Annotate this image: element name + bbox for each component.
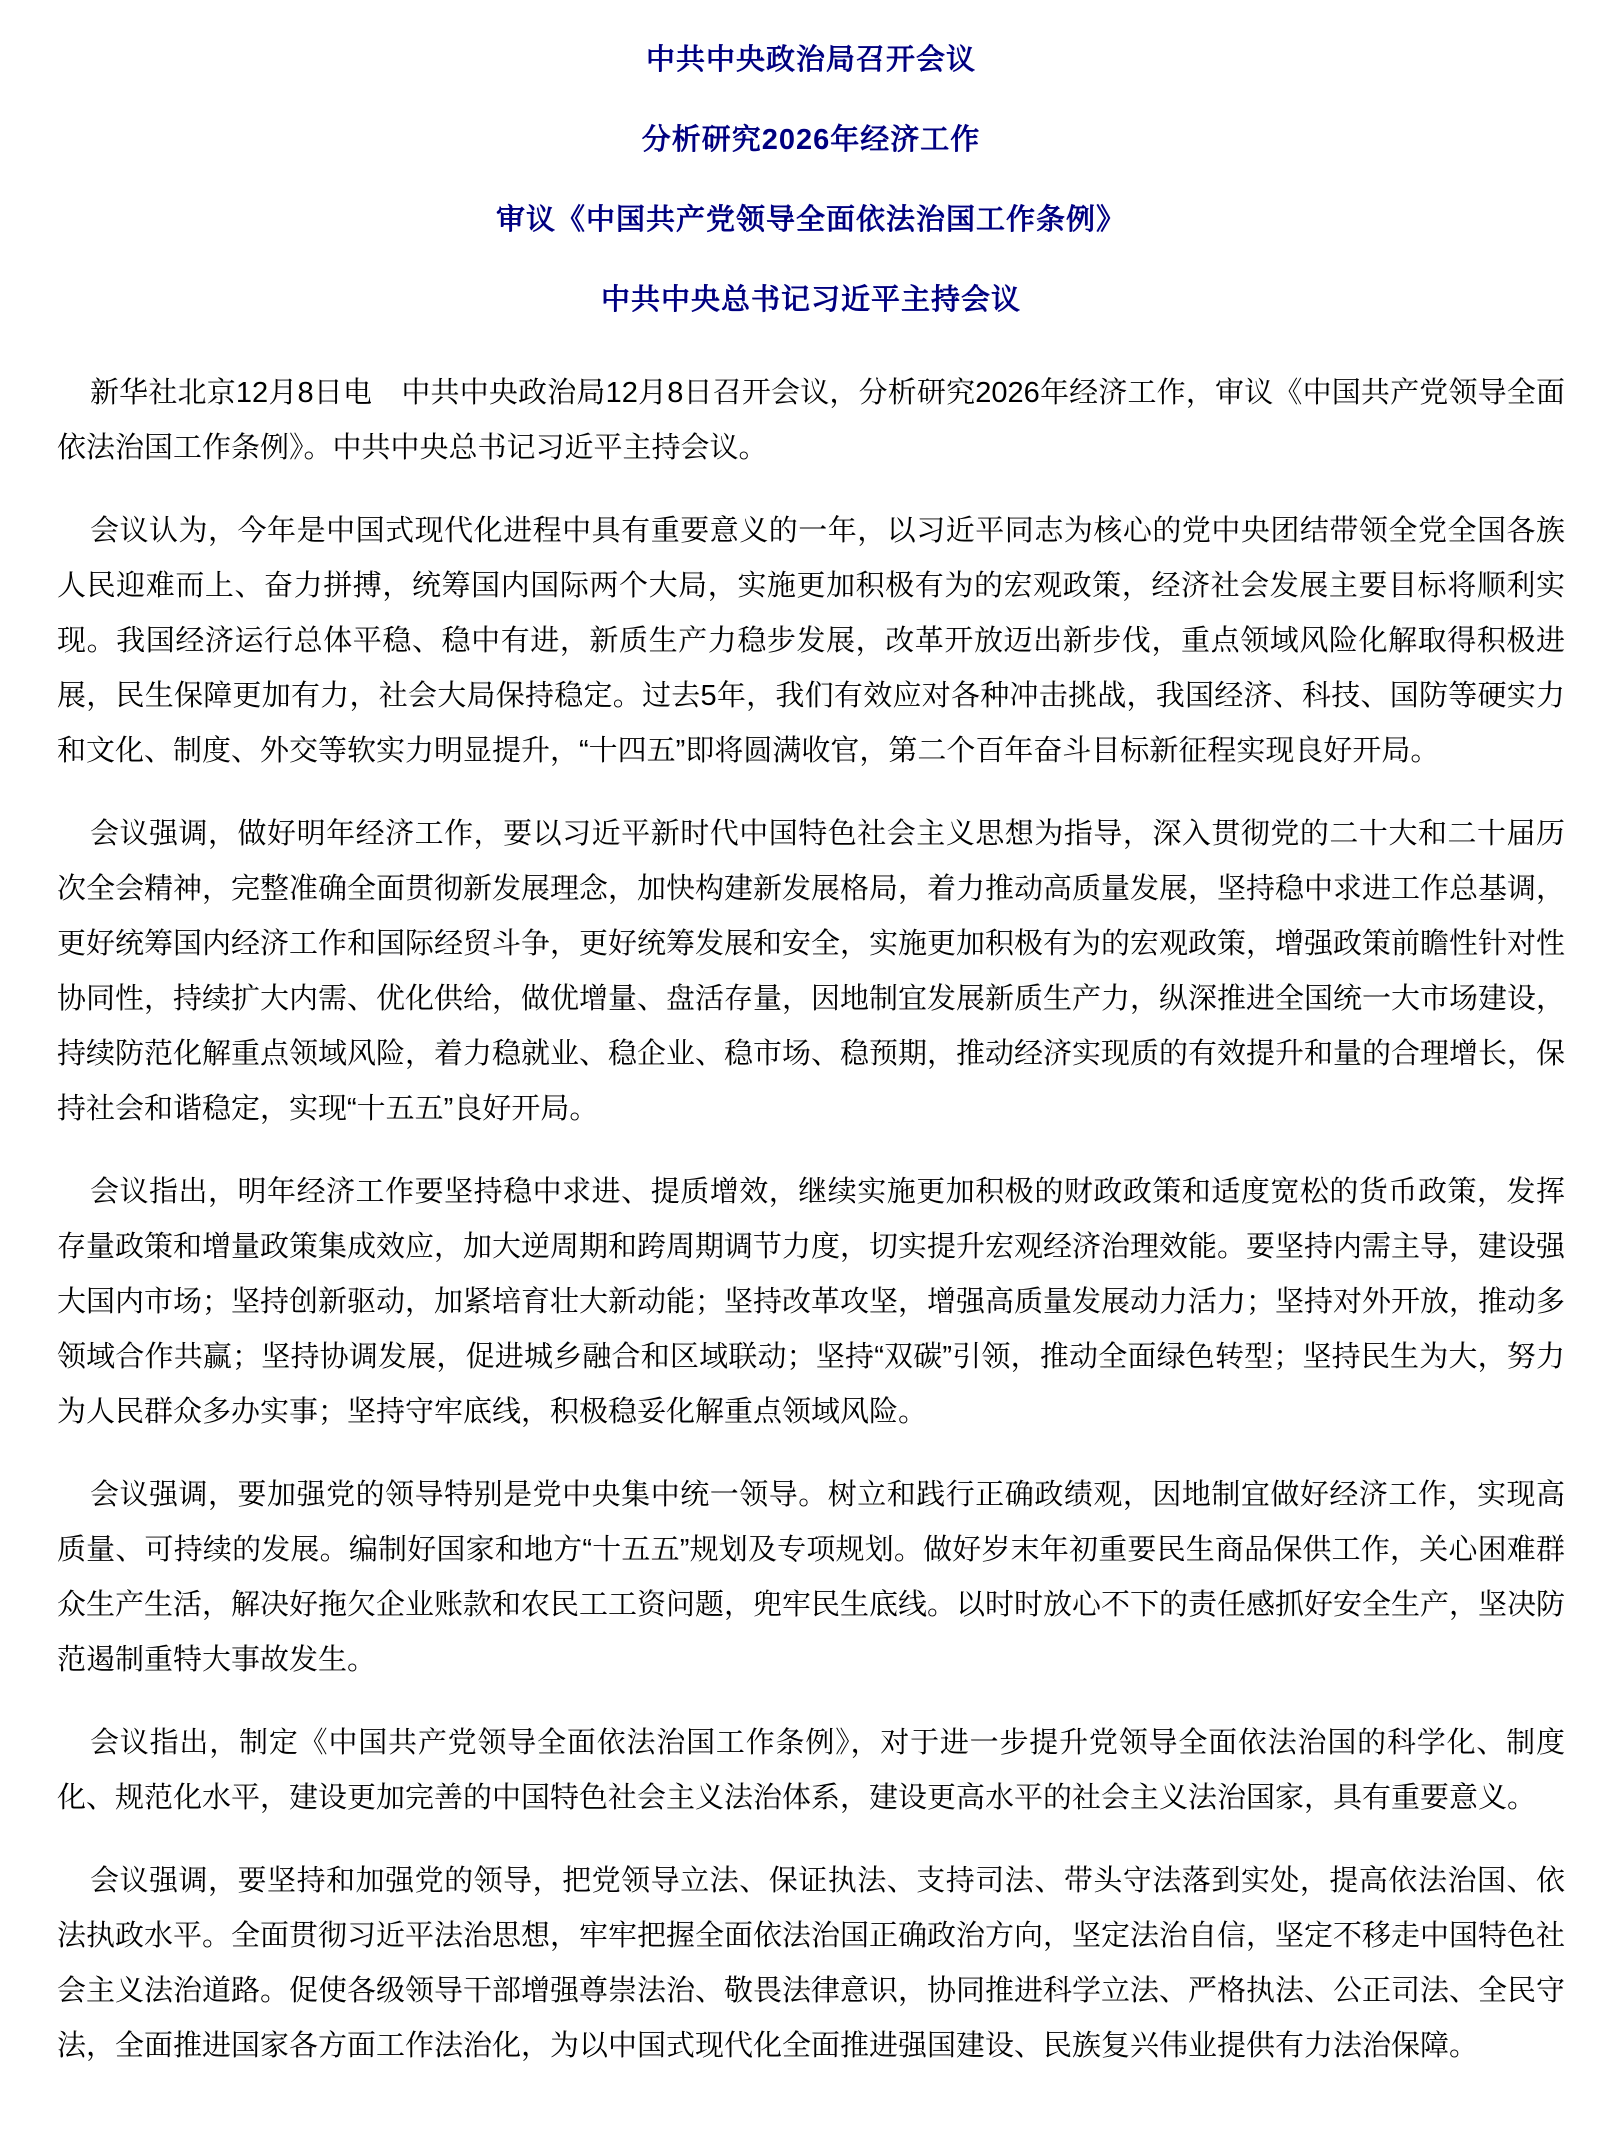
article-title-line-2: 分析研究2026年经济工作 bbox=[641, 124, 981, 156]
article-paragraph-rule-of-law: 会议强调，要坚持和加强党的领导，把党领导立法、保证执法、支持司法、带头守法落到实处，提高依法治国、依法执政水平。全面贯彻习近平法治思想，牢牢把握全面依法治国正确政治方向，坚定法治自信，坚定不移走中国特色社会主义法治道路。促使各级领导干部增强尊崇法治、敬畏法律意识，协同推进科学立法、严格执法、公正司法、全民守法，全面推进国家各方面工作法治化，为以中国式现代化全面推进强国建设、民族复兴伟业提供有力法治保障。 bbox=[57, 1865, 1566, 2062]
article-title-line-3: 审议《中国共产党领导全面依法治国工作条例》 bbox=[495, 204, 1126, 236]
article-paragraph-dateline: 新华社北京12月8日电 中共中央政治局12月8日召开会议，分析研究2026年经济工作，审议《中国共产党领导全面依法治国工作条例》。中共中央总书记习近平主持会议。 bbox=[57, 377, 1565, 464]
article-paragraph-guiding-principles: 会议强调，做好明年经济工作，要以习近平新时代中国特色社会主义思想为指导，深入贯彻党的二十大和二十届历次全会精神，完整准确全面贯彻新发展理念，加快构建新发展格局，着力推动高质量发展，坚持稳中求进工作总基调，更好统筹国内经济工作和国际经贸斗争，更好统筹发展和安全，实施更加积极有为的宏观政策，增强政策前瞻性针对性协同性，持续扩大内需、优化供给，做优增量、盘活存量，因地制宜发展新质生产力，纵深推进全国统一大市场建设，持续防范化解重点领域风险，着力稳就业、稳企业、稳市场、稳预期，推动经济实现质的有效提升和量的合理增长，保持社会和谐稳定，实现“十五五”良好开局。 bbox=[57, 818, 1566, 1125]
article-paragraph-party-leadership-economy: 会议强调，要加强党的领导特别是党中央集中统一领导。树立和践行正确政绩观，因地制宜做好经济工作，实现高质量、可持续的发展。编制好国家和地方“十五五”规划及专项规划。做好岁末年初重要民生商品保供工作，关心困难群众生产生活，解决好拖欠企业账款和农民工工资问题，兜牢民生底线。以时时放心不下的责任感抓好安全生产，坚决防范遏制重特大事故发生。 bbox=[57, 1479, 1566, 1676]
article-header bbox=[57, 46, 1565, 315]
article-paragraph-meeting-review: 会议认为，今年是中国式现代化进程中具有重要意义的一年，以习近平同志为核心的党中央团结带领全党全国各族人民迎难而上、奋力拼搏，统筹国内国际两个大局，实施更加积极有为的宏观政策，经济社会发展主要目标将顺利实现。我国经济运行总体平稳、稳中有进，新质生产力稳步发展，改革开放迈出新步伐，重点领域风险化解取得积极进展，民生保障更加有力，社会大局保持稳定。过去5年，我们有效应对各种冲击挑战，我国经济、科技、国防等硬实力和文化、制度、外交等软实力明显提升，“十四五”即将圆满收官，第二个百年奋斗目标新征程实现良好开局。 bbox=[57, 515, 1565, 767]
article-body bbox=[57, 366, 1565, 2074]
article-paragraph-economic-policies: 会议指出，明年经济工作要坚持稳中求进、提质增效，继续实施更加积极的财政政策和适度宽松的货币政策，发挥存量政策和增量政策集成效应，加大逆周期和跨周期调节力度，切实提升宏观经济治理效能。要坚持内需主导，建设强大国内市场；坚持创新驱动，加紧培育壮大新动能；坚持改革攻坚，增强高质量发展动力活力；坚持对外开放，推动多领域合作共赢；坚持协调发展，促进城乡融合和区域联动；坚持“双碳”引领，推动全面绿色转型；坚持民生为大，努力为人民群众多办实事；坚持守牢底线，积极稳妥化解重点领域风险。 bbox=[57, 1176, 1566, 1428]
article-title-line-1: 中共中央政治局召开会议 bbox=[645, 44, 976, 76]
article-paragraph-regulation-significance: 会议指出，制定《中国共产党领导全面依法治国工作条例》，对于进一步提升党领导全面依法治国的科学化、制度化、规范化水平，建设更加完善的中国特色社会主义法治体系，建设更高水平的社会主义法治国家，具有重要意义。 bbox=[57, 1727, 1565, 1814]
article-title-line-4: 中共中央总书记习近平主持会议 bbox=[600, 284, 1021, 316]
